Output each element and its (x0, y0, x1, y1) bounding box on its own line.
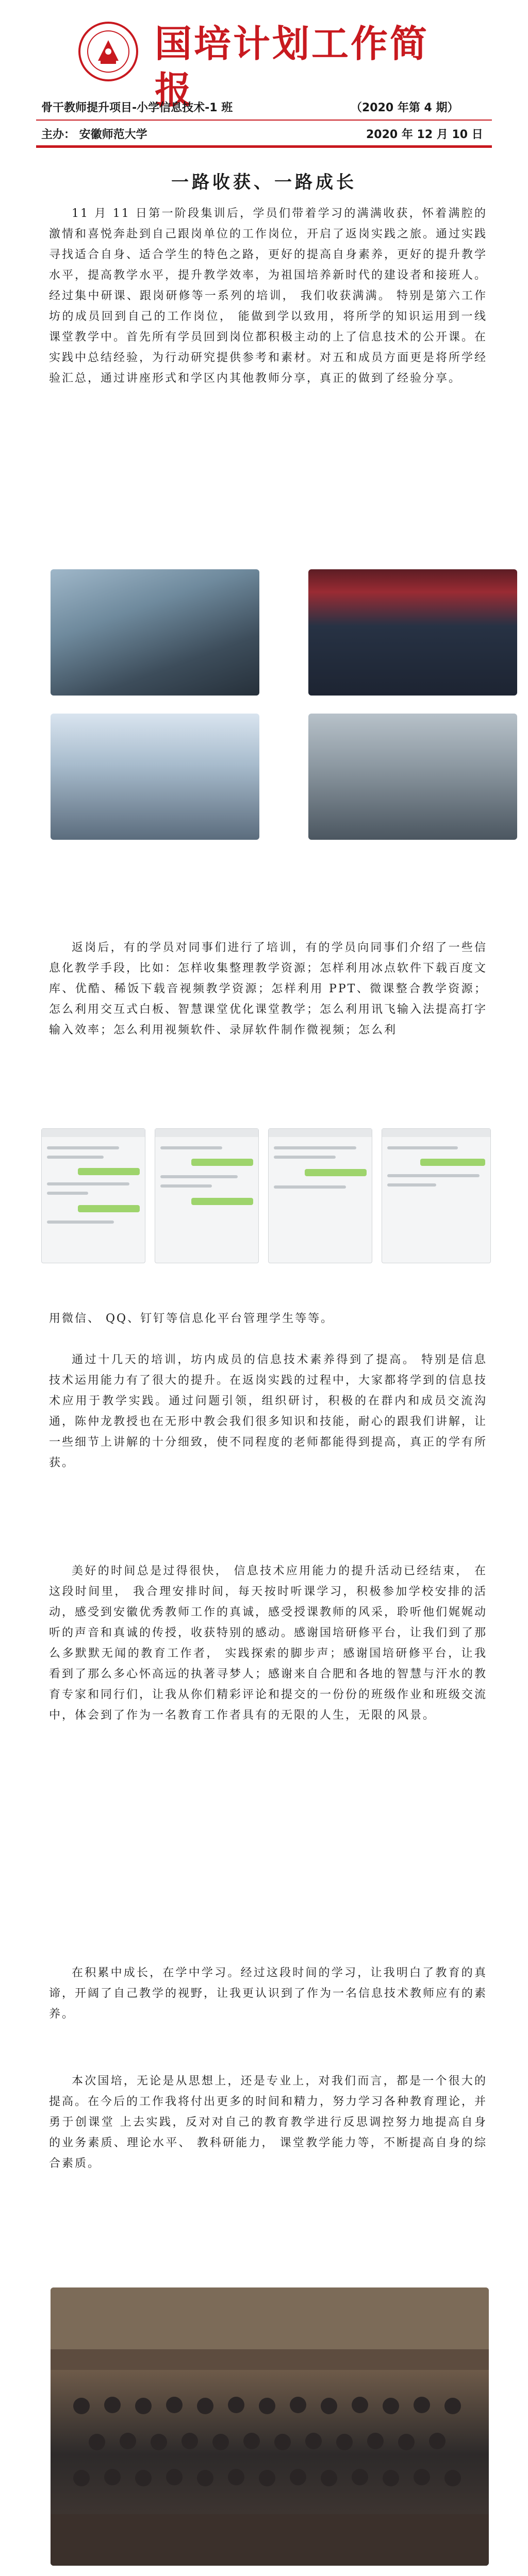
training-room-photo (308, 714, 517, 840)
header-rule-bottom (36, 145, 492, 148)
paragraph-7: 本次国培，无论是从思想上，还是专业上，对我们而言，都是一个很大的提高。在今后的工作我将付出更多的时间和精力，努力学习各种教育理论，并勇于创课堂 上去实践，反对对自己的教育教学进行反思调控努力地提高自身的业务素质、理论水平、 教科研能力， 课堂教学能力等，不断提高自身的综合素质。 (49, 2075, 488, 2170)
article-title: 一路收获、一路成长 (171, 172, 357, 193)
header-rule-top (36, 120, 492, 121)
paragraph-6: 在积累中成长，在学中学习。经过这段时间的学习，让我明白了教育的真谛，开阔了自己教学的视野，让我更认识到了作为一名信息技术教师应有的素养。 (49, 1967, 488, 2021)
paragraph-3: 用微信、 QQ、钉钉等信息化平台管理学生等等。 (49, 1312, 334, 1325)
issue-date: 2020 年 12 月 10 日 (366, 128, 483, 141)
paragraph-1: 11 月 11 日第一阶段集训后，学员们带着学习的满满收获，怀着满腔的激情和喜悦奔赴到自己跟岗单位的工作岗位，开启了返岗实践之旅。通过实践寻找适合自身、适合学生的特色之路，更好的提高自身素养，更好的提升教学水平，提高教学水平，提升教学效率，为祖国培养新时代的建设者和接班人。经过集中研课、跟岗研修等一系列的培训， 我们收获满满。 特别是第六工作坊的成员回到自己的工作岗位， 能做到学以致用，将所学的知识运用到一线课堂教学中。首先所有学员回到岗位都积极主动的上了信息技术的公开课。在实践中总结经验，为行动研究提供参考和素材。对五和成员方面更是将所学经验汇总，通过讲座形式和学区内其他教师分享，真正的做到了经验分享。 (49, 207, 488, 385)
school-seal-icon (77, 21, 139, 82)
chat-screenshot-3 (268, 1128, 372, 1263)
lecture-hall-photo (308, 569, 517, 696)
chat-screenshot-1 (41, 1128, 145, 1263)
host-organization: 主办： 安徽师范大学 (41, 128, 147, 141)
paragraph-2: 返岗后，有的学员对同事们进行了培训，有的学员向同事们介绍了一些信息化教学手段，比如：怎样收集整理教学资源；怎样利用冰点软件下载百度文库、优酷、稀饭下载音视频教学资源；怎样利用 PPT、微课整合教学资源；怎么利用交互式白板、智慧课堂优化课堂教学；怎么利用讯飞输入法提高打字输入效率；怎么利用视频软件、录屏软件制作微视频；怎么利 (49, 941, 488, 1037)
teaching-screen-photo (51, 714, 259, 840)
group-photo-figures (51, 2287, 489, 2566)
issue-number: （2020 年第 4 期） (351, 101, 459, 114)
bulletin-title: 国培计划工作简报 (155, 22, 430, 112)
chat-screenshot-2 (155, 1128, 259, 1263)
project-name: 骨干教师提升项目-小学信息技术-1 班 (41, 101, 233, 114)
paragraph-5: 美好的时间总是过得很快， 信息技术应用能力的提升活动已经结束， 在这段时间里， 我合理安排时间，每天按时听课学习，积极参加学校安排的活动，感受到安徽优秀教师工作的真诚，感受授课教师的风采，聆听他们娓娓动听的声音和真诚的传授，收获特别的感动。感谢国培研修平台，让我们到了那么多默默无闻的教育工作者， 实践探索的脚步声；感谢国培研修平台，让我看到了那么多心怀高远的执著寻梦人；感谢来自合肥和各地的智慧与汗水的教育专家和同行们，让我从你们精彩评论和提交的一份份的班级作业和班级交流中，体会到了作为一名教育工作者具有的无限的人生，无限的风景。 (49, 1565, 488, 1722)
paragraph-4: 通过十几天的培训，坊内成员的信息技术素养得到了提高。 特别是信息技术运用能力有了很大的提升。在返岗实践的过程中，大家都将学到的信息技术应用于教学实践。通过问题引领，组织研讨，积极的在群内和成员交流沟通，陈仲龙教授也在无形中教会我们很多知识和技能，耐心的跟我们讲解，让一些细节上讲解的十分细致，使不同程度的老师都能得到提高，真正的学有所获。 (49, 1353, 488, 1469)
chat-screenshot-4 (382, 1128, 491, 1263)
classroom-photo (51, 569, 259, 696)
group-photo (51, 2287, 489, 2566)
